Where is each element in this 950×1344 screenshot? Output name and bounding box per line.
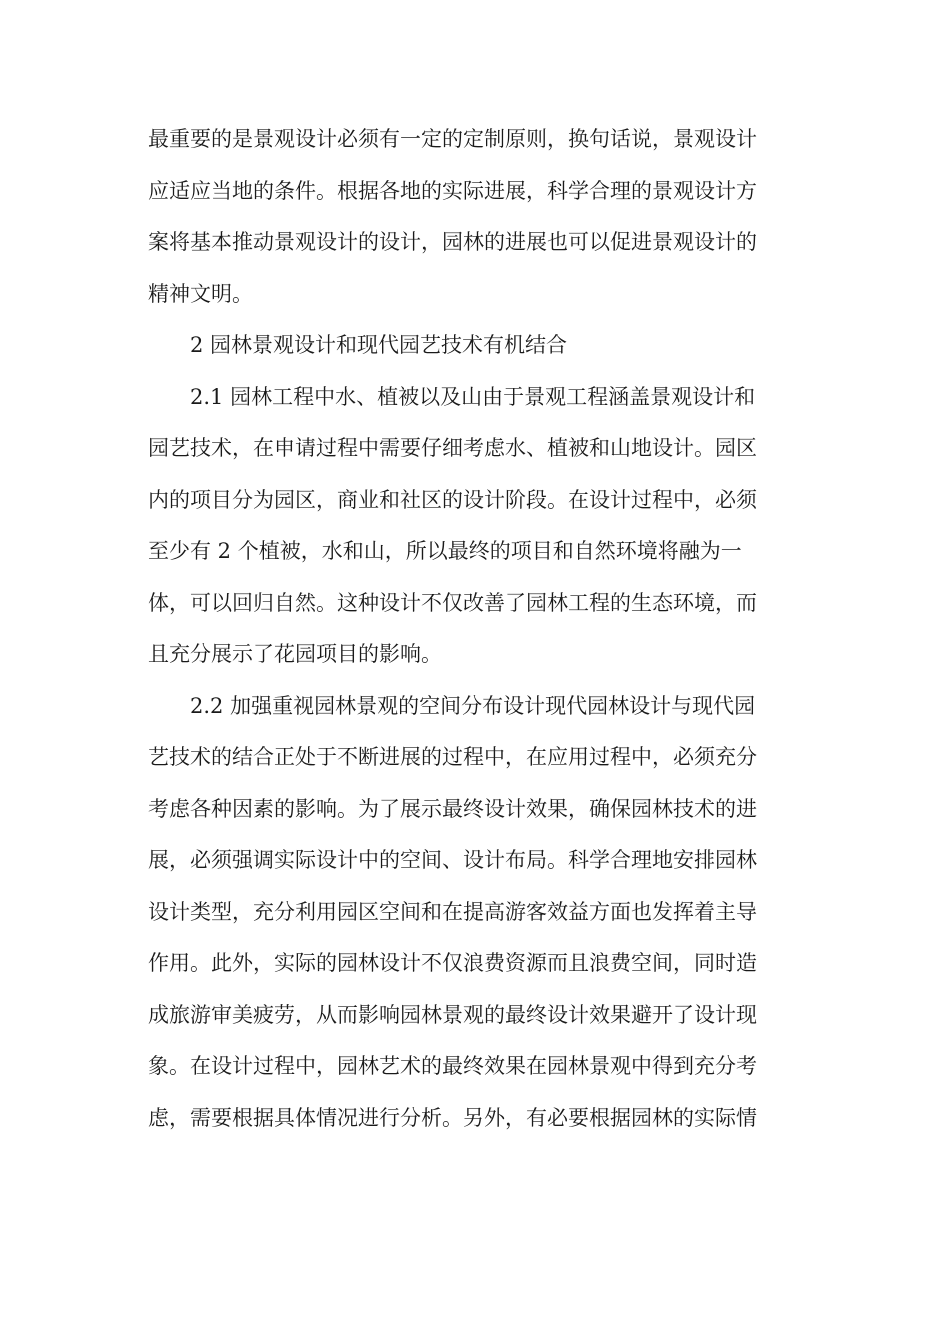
text-line: 精神文明。 <box>148 281 253 306</box>
heading-line: 2 园林景观设计和现代园艺技术有机结合 <box>190 333 568 357</box>
paragraph-2-1 <box>148 372 802 681</box>
paragraph-1 <box>148 114 802 320</box>
text-line: 成旅游审美疲劳，从而影响园林景观的最终设计效果避开了设计现 <box>148 1002 757 1027</box>
paragraph-2-2 <box>148 681 802 1145</box>
text-line: 园艺技术，在申请过程中需要仔细考虑水、植被和山地设计。园区 <box>148 436 757 460</box>
document-page <box>148 114 802 1144</box>
section-heading <box>148 320 802 372</box>
text-line: 作用。此外，实际的园林设计不仅浪费资源而且浪费空间，同时造 <box>148 951 757 975</box>
text-line: 象。在设计过程中，园林艺术的最终效果在园林景观中得到充分考 <box>148 1054 757 1078</box>
text-line: 艺技术的结合正处于不断进展的过程中，在应用过程中，必须充分 <box>148 745 757 769</box>
text-line: 最重要的是景观设计必须有一定的定制原则，换句话说，景观设计 <box>148 127 757 151</box>
text-line: 设计类型，充分利用园区空间和在提高游客效益方面也发挥着主导 <box>148 899 757 924</box>
text-line: 内的项目分为园区，商业和社区的设计阶段。在设计过程中，必须 <box>148 487 757 512</box>
text-line: 体，可以回归自然。这种设计不仅改善了园林工程的生态环境，而 <box>148 590 757 615</box>
text-line: 考虑各种因素的影响。为了展示最终设计效果，确保园林技术的进 <box>148 796 757 821</box>
text-line: 案将基本推动景观设计的设计，园林的进展也可以促进景观设计的 <box>148 230 757 254</box>
text-line: 展，必须强调实际设计中的空间、设计布局。科学合理地安排园林 <box>148 848 757 872</box>
text-line: 虑，需要根据具体情况进行分析。另外，有必要根据园林的实际情 <box>148 1105 757 1130</box>
text-line: 2.2 加强重视园林景观的空间分布设计现代园林设计与现代园 <box>190 693 756 718</box>
text-line: 应适应当地的条件。根据各地的实际进展，科学合理的景观设计方 <box>148 178 757 203</box>
text-line: 至少有 2 个植被，水和山，所以最终的项目和自然环境将融为一 <box>148 539 742 563</box>
text-line: 且充分展示了花园项目的影响。 <box>148 642 442 666</box>
text-line: 2.1 园林工程中水、植被以及山由于景观工程涵盖景观设计和 <box>190 384 756 409</box>
